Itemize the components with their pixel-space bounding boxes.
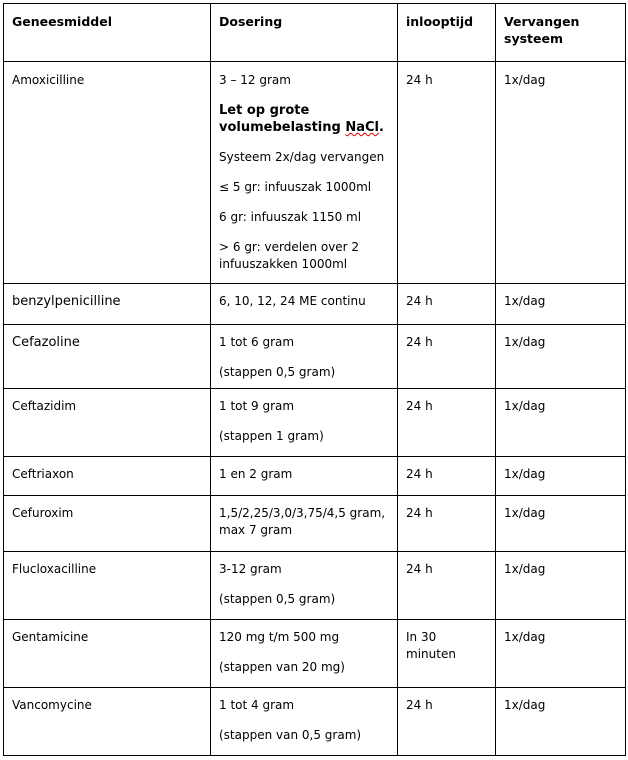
cell-replace-system: 1x/dag [496,284,626,325]
antibiotics-dosage-table [3,3,626,756]
header-dosage: Dosering [211,4,398,62]
cell-dosage [211,457,398,496]
table-row [4,552,626,620]
dosage-line: (stappen 0,5 gram) [219,592,336,606]
cell-dosage [211,552,398,620]
dosage-line: > 6 gr: verdelen over 2 infuuszakken 1000ml [219,240,360,271]
cell-replace-system: 1x/dag [496,62,626,284]
table-row [4,62,626,284]
cell-replace-system: 1x/dag [496,496,626,552]
dosage-line: Systeem 2x/dag vervangen [219,150,385,164]
dosage-line: 3 – 12 gram [219,73,291,87]
cell-drug: Ceftazidim [4,389,211,457]
cell-drug: Ceftriaxon [4,457,211,496]
dosage-line: (stappen 1 gram) [219,429,324,443]
dosage-line: (stappen van 0,5 gram) [219,728,362,742]
header-infusion-time: inlooptijd [398,4,496,62]
dosage-line: 1 tot 9 gram [219,399,295,413]
cell-drug: Cefazoline [4,325,211,389]
cell-infusion-time: 24 h [398,688,496,756]
dosage-line: 120 mg t/m 500 mg [219,630,340,644]
table-row [4,620,626,688]
cell-infusion-time: 24 h [398,389,496,457]
cell-drug: Cefuroxim [4,496,211,552]
table-row [4,284,626,325]
cell-dosage [211,62,398,284]
cell-infusion-time: 24 h [398,496,496,552]
dosage-line: ≤ 5 gr: infuuszak 1000ml [219,180,372,194]
dosage-line: 1 tot 6 gram [219,335,295,349]
dosage-line: 3-12 gram [219,562,282,576]
table-row [4,496,626,552]
cell-replace-system: 1x/dag [496,552,626,620]
dosage-line: (stappen 0,5 gram) [219,365,336,379]
cell-replace-system: 1x/dag [496,620,626,688]
dosage-line: 1 tot 4 gram [219,698,295,712]
table-row [4,325,626,389]
cell-replace-system: 1x/dag [496,457,626,496]
cell-dosage [211,620,398,688]
cell-replace-system: 1x/dag [496,688,626,756]
cell-replace-system: 1x/dag [496,389,626,457]
header-drug: Geneesmiddel [4,4,211,62]
dosage-line: (stappen van 20 mg) [219,660,345,674]
cell-drug: Gentamicine [4,620,211,688]
table-header-row [4,4,626,62]
dosage-line: 6 gr: infuuszak 1150 ml [219,210,362,224]
cell-dosage [211,325,398,389]
cell-drug: Flucloxacilline [4,552,211,620]
cell-drug: benzylpenicilline [4,284,211,325]
table-row [4,389,626,457]
cell-dosage [211,496,398,552]
cell-drug: Amoxicilline [4,62,211,284]
table-row [4,688,626,756]
dosage-line: 1,5/2,25/3,0/3,75/4,5 gram, max 7 gram [219,506,386,537]
header-replace-system: Vervangen systeem [496,4,626,62]
cell-infusion-time: 24 h [398,62,496,284]
dosage-line: 6, 10, 12, 24 ME continu [219,294,366,308]
dosage-line: 1 en 2 gram [219,467,293,481]
cell-drug: Vancomycine [4,688,211,756]
cell-replace-system: 1x/dag [496,325,626,389]
table-row [4,457,626,496]
dosage-warning: Let op grote volumebelasting NaCl. [219,103,384,135]
cell-infusion-time: 24 h [398,552,496,620]
cell-dosage [211,389,398,457]
cell-dosage [211,688,398,756]
cell-infusion-time: 24 h [398,284,496,325]
cell-infusion-time: In 30 minuten [398,620,496,688]
cell-infusion-time: 24 h [398,325,496,389]
cell-infusion-time: 24 h [398,457,496,496]
cell-dosage [211,284,398,325]
